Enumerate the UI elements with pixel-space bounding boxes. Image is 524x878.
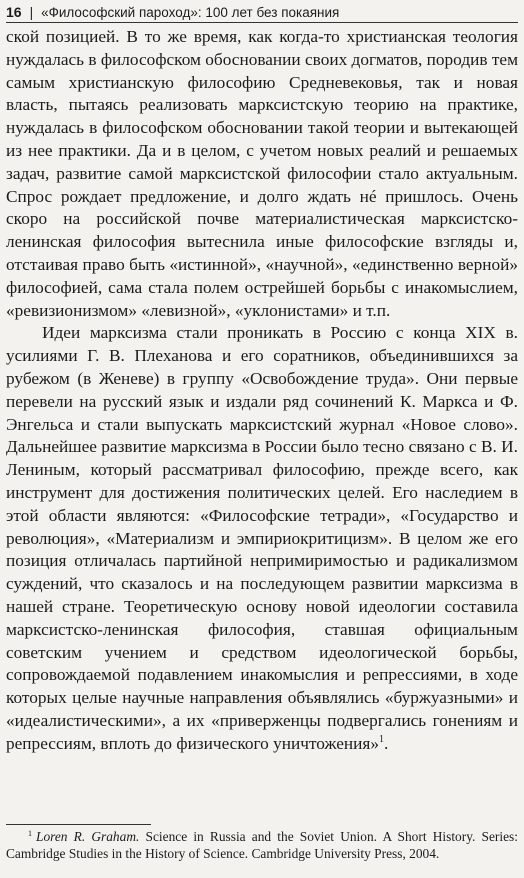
footnote-author: Loren R. Graham.	[36, 829, 140, 844]
footnote-divider	[6, 824, 151, 825]
footnote-number: 1	[28, 828, 32, 838]
paragraph-1: ской позицией. В то же время, как когда-то христианская теология нуждалась в философском обосновании своих догматов, породив тем самым христианскую философию Средневековья, так и новая власть, пытаясь реализовать марксистскую теорию на практике, нуждалась в философском обосновании такой теории и вытекающей из нее практики. Да и в целом, с учетом новых реалий и решаемых задач, развитие самой марксистской философии стало актуальным. Спрос рождает предложение, и долго ждать нé пришлось. Очень скоро на российской почве материалистическая марксистско-ленинская философия вытеснила иные философские взгляды и, отстаивая право быть «истинной», «научной», «единственно верной» философией, сама стала полем острейшей борьбы с инакомыслием, «ревизионизмом» «левизной», «уклонистами» и т.п.	[6, 27, 519, 320]
main-text	[6, 26, 518, 756]
header-separator: |	[29, 4, 34, 20]
running-title: «Философский пароход»: 100 лет без покаяния	[41, 4, 340, 20]
footnote	[6, 828, 518, 862]
footnote-reference[interactable]: 1	[378, 733, 384, 745]
paragraph-2-text: Идеи марксизма стали проникать в Россию с конца XIX в. усилиями Г. В. Плеханова и его соратников, объединившихся за рубежом (в Женеве) в группу «Освобождение труда». Они первые перевели на русский язык и издали ряд сочинений К. Маркса и Ф. Энгельса и стали выпускать марксистский журнал «Новое слово». Дальнейшее развитие марксизма в России было тесно связано с В. И. Лениным, который рассматривал философию, прежде всего, как инструмент для достижения политических целей. Его наследием в этой области являются: «Философские тетради», «Государство и революция», «Материализм и эмпириокритицизм». В целом же его позиция отличалась партийной непримиримостью и радикализмом суждений, что сказалось и на последующем развитии марксизма в нашей стране. Теоретическую основу новой идеологии составила марксистско-ленинская философия, ставшая официальным советским учением и средством идеологической борьбы, сопровождаемой подавлением инакомыслия и репрессиями, в ходе которых целые научные направления объявлялись «буржуазными» и «идеалистическими», а их «приверженцы подвергались гонениям и репрессиям, вплоть до физического уничтожения»	[6, 323, 518, 753]
page-number: 16	[6, 4, 22, 20]
footnote-text: Science in Russia and the Soviet Union. A Short History. Series: Cambridge Studies in the History of Science. Cambridge University Press, 2004.	[6, 829, 518, 861]
running-header	[6, 2, 518, 23]
paragraph-2: Идеи марксизма стали проникать в Россию с конца XIX в. усилиями Г. В. Плеханова и его соратников, объединившихся за рубежом (в Женеве) в группу «Освобождение труда». Они первые перевели на русский язык и издали ряд сочинений К. Маркса и Ф. Энгельса и стали выпускать марксистский журнал «Новое слово». Дальнейшее развитие марксизма в России было тесно связано с В. И. Лениным, который рассматривал философию, прежде всего, как инструмент для достижения политических целей. Его наследием в этой области являются: «Философские тетради», «Государство и революция», «Материализм и эмпириокритицизм». В целом же его позиция отличалась партийной непримиримостью и радикализмом суждений, что сказалось и на последующем развитии марксизма в нашей стране. Теоретическую основу новой идеологии составила марксистско-ленинская философия, ставшая официальным советским учением и средством идеологической борьбы, сопровождаемой подавлением инакомыслия и репрессиями, в ходе которых целые научные направления объявлялись «буржуазными» и «идеалистическими», а их «приверженцы подвергались гонениям и репрессиям, вплоть до физического уничтожения»$^1$.	[6, 323, 518, 753]
